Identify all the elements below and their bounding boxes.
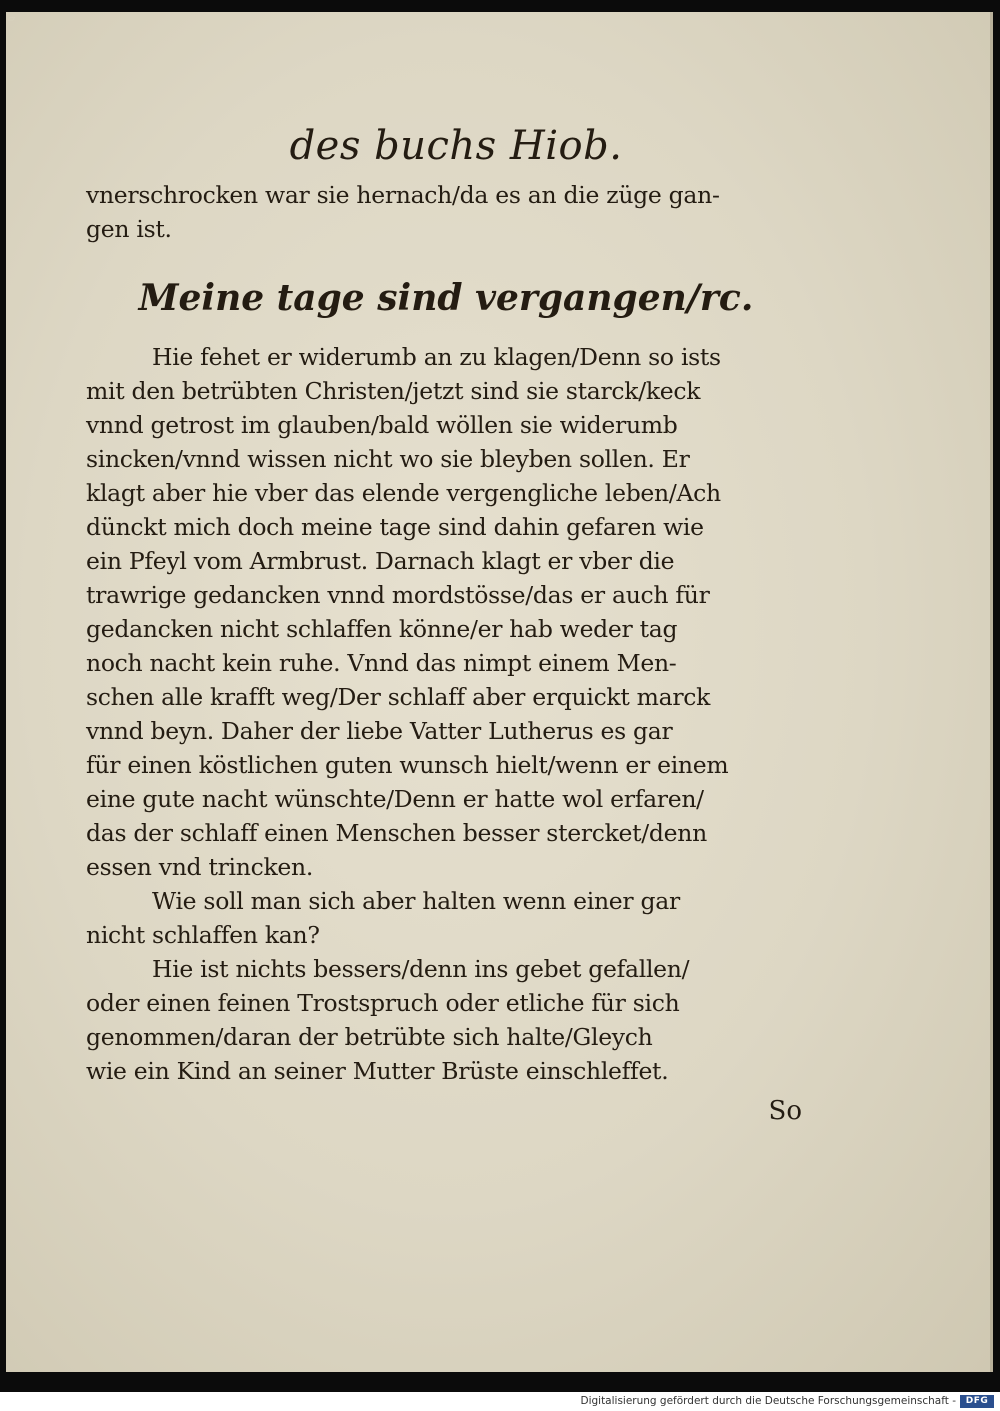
footer-bar [0, 1392, 1000, 1411]
text-line: klagt aber hie vber das elende vergengliche leben/Ach [86, 479, 721, 507]
text-line: noch nacht kein ruhe. Vnnd das nimpt einem Men- [86, 649, 677, 677]
answer-line: wie ein Kind an seiner Mutter Brüste einschleffet. [86, 1057, 669, 1085]
text-line: ein Pfeyl vom Armbrust. Darnach klagt er vber die [86, 547, 675, 575]
text-line: vnnd getrost im glauben/bald wöllen sie widerumb [86, 411, 678, 439]
question-line: Wie soll man sich aber halten wenn einer gar [152, 887, 680, 915]
book-page [6, 12, 993, 1372]
section-heading: Meine tage sind vergangen/rc. [138, 277, 754, 319]
page-text [86, 120, 806, 1128]
text-line: für einen köstlichen guten wunsch hielt/wenn er einem [86, 751, 729, 779]
text-line: gen ist. [86, 215, 172, 243]
corner-mark-icon: ▱ [8, 14, 15, 24]
text-line: sincken/vnnd wissen nicht wo sie bleyben sollen. Er [86, 445, 690, 473]
answer-line: Hie ist nichts bessers/denn ins gebet gefallen/ [152, 955, 690, 983]
dfg-logo-icon: DFG [960, 1395, 994, 1408]
text-line: schen alle krafft weg/Der schlaff aber erquickt marck [86, 683, 711, 711]
running-head: des buchs Hiob. [289, 123, 623, 169]
text-line: gedancken nicht schlaffen könne/er hab weder tag [86, 615, 678, 643]
text-line: dünckt mich doch meine tage sind dahin gefaren wie [86, 513, 704, 541]
text-line: vnerschrocken war sie hernach/da es an die züge gan- [86, 181, 720, 209]
text-line: trawrige gedancken vnnd mordstösse/das er auch für [86, 581, 710, 609]
text-line: vnnd beyn. Daher der liebe Vatter Lutherus es gar [86, 717, 673, 745]
question-line: nicht schlaffen kan? [86, 921, 320, 949]
catchword: So [768, 1096, 802, 1126]
answer-line: oder einen feinen Trostspruch oder etliche für sich [86, 989, 680, 1017]
funding-notice: Digitalisierung gefördert durch die Deutsche Forschungsgemeinschaft - [580, 1395, 956, 1407]
answer-line: genommen/daran der betrübte sich halte/Gleych [86, 1023, 653, 1051]
text-line: mit den betrübten Christen/jetzt sind sie starck/keck [86, 377, 701, 405]
text-line: essen vnd trincken. [86, 853, 314, 881]
text-line: eine gute nacht wünschte/Denn er hatte wol erfaren/ [86, 785, 704, 813]
text-line: Hie fehet er widerumb an zu klagen/Denn so ists [152, 343, 721, 371]
text-line: das der schlaff einen Menschen besser stercket/denn [86, 819, 707, 847]
